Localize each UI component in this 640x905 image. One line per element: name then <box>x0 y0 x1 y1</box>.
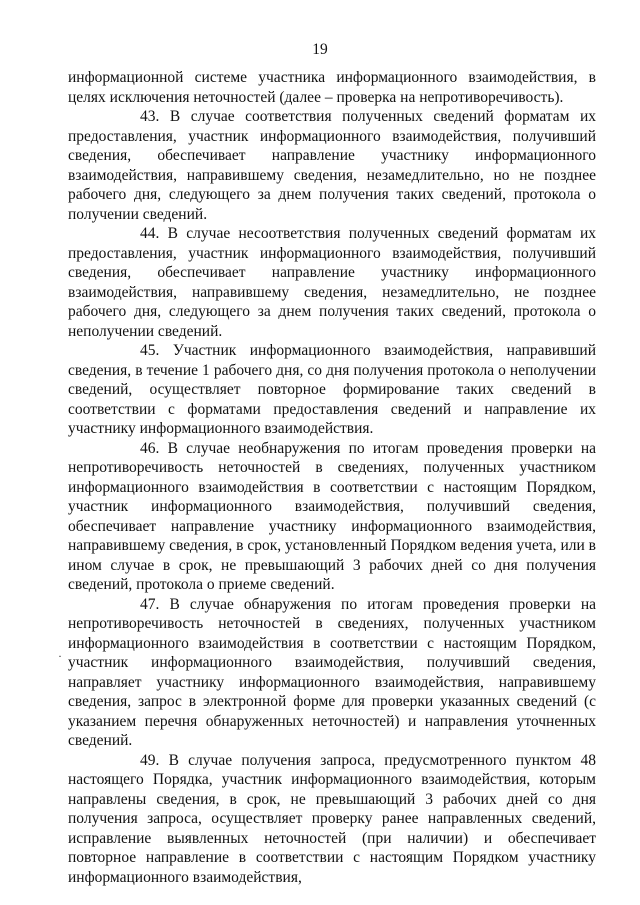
paragraph-47: 47. В случае обнаружения по итогам проведения проверки на непротиворечивость неточностей в сведениях, полученных участником информационного взаимодействия в соответствии с настоящим Порядком, участник информационного взаимодействия, получивший сведения, направляет участнику информационного взаимодействия, направившему сведения, запрос в электронной форме для проверки указанных сведений (с указанием перечня обнаруженных неточностей) и направления уточненных сведений. <box>68 595 596 749</box>
paragraph-45: 45. Участник информационного взаимодействия, направивший сведения, в течение 1 рабочего дня, со дня получения протокола о неполучении сведений, осуществляет повторное формирование таких сведений в соответствии с форматами предоставления сведений и направление их участнику информационного взаимодействия. <box>68 342 596 437</box>
page-number: 19 <box>312 41 328 58</box>
document-body <box>68 68 596 887</box>
paragraph-44: 44. В случае несоответствия полученных сведений форматам их предоставления, участник информационного взаимодействия, получивший сведения, обеспечивает направление участнику информационного взаимодействия, направившему сведения, незамедлительно, не позднее рабочего дня, следующего за днем получения таких сведений, протокола о неполучении сведений. <box>68 225 596 340</box>
margin-mark: · <box>58 649 62 663</box>
paragraph-43: 43. В случае соответствия полученных сведений форматам их предоставления, участник информационного взаимодействия, получивший сведения, обеспечивает направление участнику информационного взаимодействия, направившему сведения, незамедлительно, но не позднее рабочего дня, следующего за днем получения таких сведений, протокола о получении сведений. <box>68 108 596 223</box>
paragraph-46: 46. В случае необнаружения по итогам проведения проверки на непротиворечивость неточностей в сведениях, полученных участником информационного взаимодействия в соответствии с настоящим Порядком, участник информационного взаимодействия, получивший сведения, обеспечивает направление участнику информационного взаимодействия, направившему сведения, в срок, установленный Порядком ведения учета, или в ином случае в срок, не превышающий 3 рабочих дней со дня получения сведений, протокола о приеме сведений. <box>68 439 596 593</box>
paragraph-continuation: информационной системе участника информационного взаимодействия, в целях исключения неточностей (далее – проверка на непротиворечивость). <box>68 69 596 106</box>
paragraph-49: 49. В случае получения запроса, предусмотренного пунктом 48 настоящего Порядка, участник информационного взаимодействия, которым направлены сведения, в срок, не превышающий 3 рабочих дней со дня получения запроса, осуществляет проверку ранее направленных сведений, исправление выявленных неточностей (при наличии) и обеспечивает повторное направление в соответствии с настоящим Порядком участнику информационного взаимодействия, <box>68 751 596 886</box>
